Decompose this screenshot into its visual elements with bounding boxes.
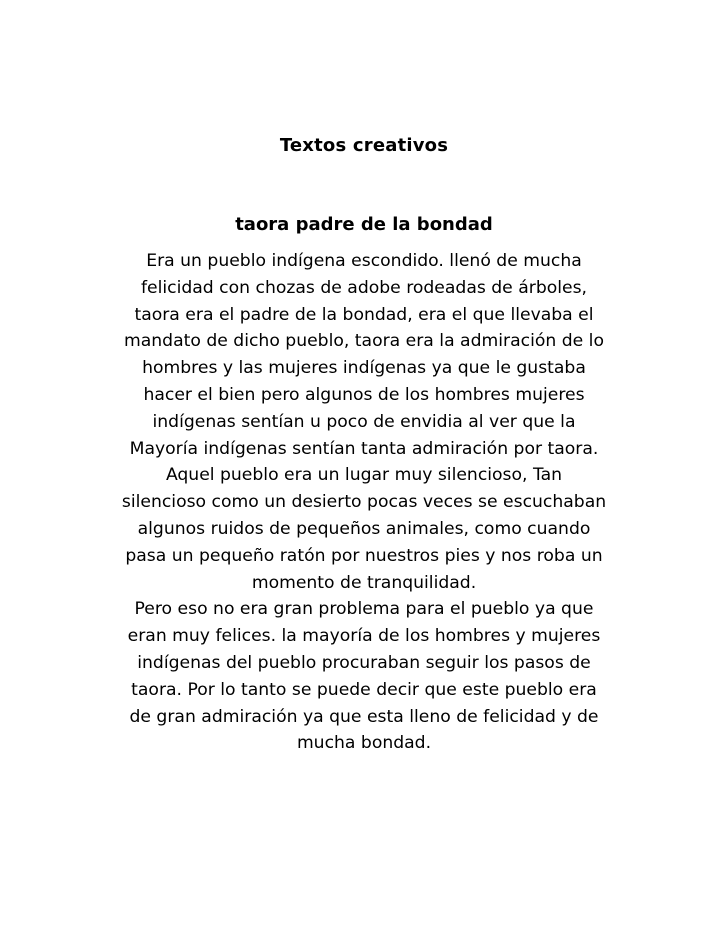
body-line: silencioso como un desierto pocas veces se escuchaban [121,492,607,513]
body-line: hombres y las mujeres indígenas ya que le gustaba [142,358,586,379]
body-line: mandato de dicho pueblo, taora era la admiración de lo [124,331,604,352]
body-line: Mayoría indígenas sentían tanta admiración por taora. [129,438,599,459]
body-line: indígenas del pueblo procuraban seguir los pasos de [137,652,591,673]
body-line: eran muy felices. la mayoría de los hombres y mujeres [127,626,601,647]
body-line: Aquel pueblo era un lugar muy silencioso, Tan [165,465,563,486]
body-line: taora era el padre de la bondad, era el que llevaba el [134,304,594,325]
body-line: algunos ruidos de pequeños animales, como cuando [137,518,591,539]
body-line: Era un pueblo indígena escondido. llenó de mucha [146,251,582,271]
body-line: Pero eso no era gran problema para el pueblo ya que [134,599,594,620]
body-line: momento de tranquilidad. [251,572,477,593]
body-line: felicidad con chozas de adobe rodeadas de árboles, [140,277,588,298]
story-body [92,248,636,757]
body-line: indígenas sentían u poco de envidia al ver que la [152,411,576,432]
story-title: taora padre de la bondad [235,214,493,235]
body-line: mucha bondad. [296,733,432,754]
body-line: hacer el bien pero algunos de los hombres mujeres [143,384,585,405]
document-title: Textos creativos [279,135,449,156]
body-line: pasa un pequeño ratón por nuestros pies y nos roba un [125,545,603,566]
body-line: de gran admiración ya que esta lleno de felicidad y de [129,706,599,727]
body-line: taora. Por lo tanto se puede decir que este pueblo era [131,679,597,700]
